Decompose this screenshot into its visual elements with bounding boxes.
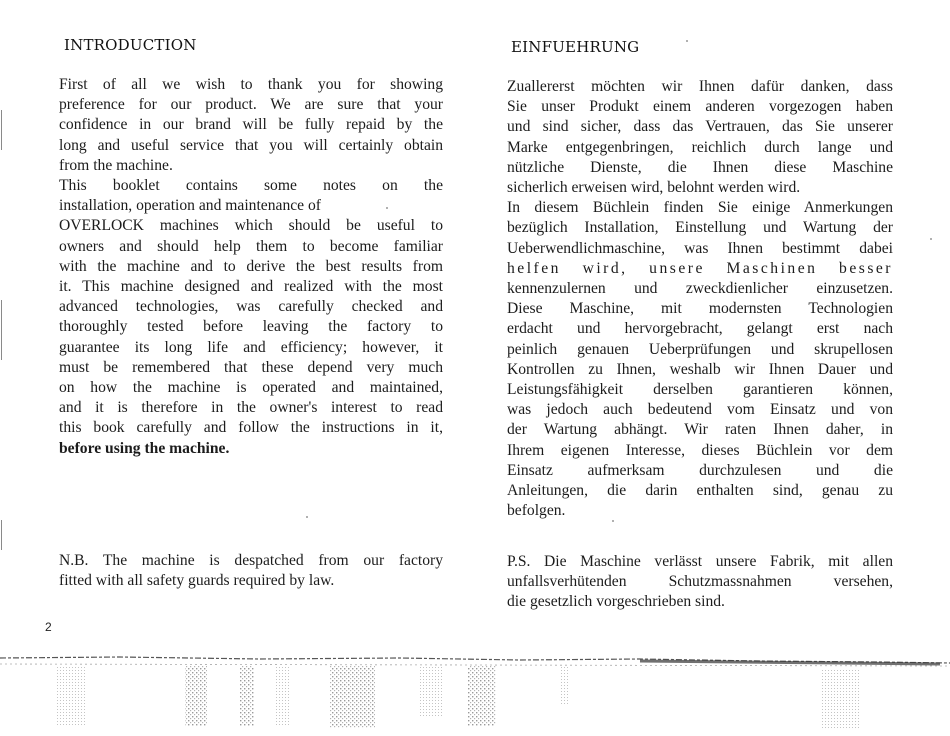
english-body-line: First of all we wish to thank you for showing <box>59 76 443 93</box>
german-body-line: Zuallererst möchten wir Ihnen dafür danken, dass <box>507 78 893 95</box>
german-body-line: bezüglich Installation, Einstellung und Wartung der <box>507 219 893 237</box>
german-body-line: Anleitungen, die darin enthalten sind, genau zu <box>507 482 893 500</box>
german-heading: EINFUEHRUNG <box>511 38 640 56</box>
english-body-line: preference for our product. We are sure that your <box>59 96 443 114</box>
english-body-line: This booklet contains some notes on the <box>59 177 443 195</box>
german-note-line: unfallsverhütenden Schutzmassnahmen versehen, <box>507 573 893 591</box>
english-body-line: OVERLOCK machines which should be useful to <box>59 217 443 235</box>
scan-artifact-band <box>0 652 950 736</box>
german-body-line: befolgen. <box>507 502 566 520</box>
english-body-line: installation, operation and maintenance of <box>59 197 321 215</box>
english-note-line: fitted with all safety guards required by law. <box>59 572 335 590</box>
english-heading: INTRODUCTION <box>64 36 197 54</box>
german-body-line: Diese Maschine, mit modernsten Technologien <box>507 300 893 318</box>
page-number: 2 <box>45 620 52 634</box>
scan-edge-mark <box>1 110 2 150</box>
german-body-line: Einsatz aufmerksam durchzulesen und die <box>507 461 893 479</box>
german-note <box>507 552 893 613</box>
german-body-line: In diesem Büchlein finden Sie einige Anmerkungen <box>507 199 893 217</box>
german-body-line: der Wartung abhängt. Wir raten Ihnen daher, in <box>507 421 893 439</box>
scan-dust <box>930 238 932 240</box>
english-body-line: confidence in our brand will be fully repaid by the <box>59 116 443 134</box>
german-note-line: P.S. Die Maschine verlässt unsere Fabrik, mit allen <box>507 553 893 570</box>
german-body-line: Kontrollen zu Ihnen, weshalb wir Ihnen Dauer und <box>507 360 893 378</box>
english-body-line: owners and should help them to become familiar <box>59 237 443 255</box>
german-note-line: die gesetzlich vorgeschrieben sind. <box>507 593 725 611</box>
german-body-line: helfen wird, unsere Maschinen besser <box>507 259 893 277</box>
german-body-line: und sind sicher, dass das Vertrauen, das Sie unserer <box>507 118 893 136</box>
scan-edge-mark <box>1 520 2 550</box>
german-body-line: Leistungsfähigkeit derselben garantieren können, <box>507 381 893 399</box>
english-body-line: from the machine. <box>59 156 173 174</box>
english-body <box>59 75 443 459</box>
german-body-line: was jedoch auch bedeutend vom Einsatz und von <box>507 401 893 419</box>
english-note <box>59 551 443 591</box>
german-body-line: peinlich genauen Ueberprüfungen und skrupellosen <box>507 340 893 358</box>
german-body-line: sicherlich erweisen wird, belohnt werden wird. <box>507 179 801 197</box>
scan-dust <box>686 40 688 42</box>
german-body-line: Ihrem eigenen Interesse, dieses Büchlein vor dem <box>507 441 893 459</box>
scan-edge-mark <box>1 300 2 360</box>
english-body-line: must be remembered that these depend very much <box>59 358 443 376</box>
german-body-line: Marke entgegenbringen, reichlich durch lange und <box>507 138 893 156</box>
english-body-line: advanced technologies, was carefully checked and <box>59 298 443 316</box>
english-body-line: long and useful service that you will certainly obtain <box>59 136 443 154</box>
english-body-line: on how the machine is operated and maintained, <box>59 379 443 397</box>
german-body <box>507 77 893 521</box>
english-note-line: N.B. The machine is despatched from our factory <box>59 552 443 569</box>
english-body-line: thoroughly tested before leaving the factory to <box>59 318 443 336</box>
scan-dust <box>612 520 614 522</box>
scan-dust <box>306 516 308 518</box>
english-body-line: this book carefully and follow the instructions in it, <box>59 419 443 437</box>
english-body-line: and it is therefore in the owner's interest to read <box>59 399 443 417</box>
german-body-line: nützliche Dienste, die Ihnen diese Maschine <box>507 158 893 176</box>
german-body-line: erdacht und hervorgebracht, gelangt erst nach <box>507 320 893 338</box>
german-body-line: Sie unser Produkt einem anderen vorgezogen haben <box>507 98 893 116</box>
english-body-line: guarantee its long life and efficiency; however, it <box>59 338 443 356</box>
german-body-line: Ueberwendlichmaschine, was Ihnen bestimmt dabei <box>507 239 893 257</box>
german-body-line: kennenzulernen und zweckdienlicher einzusetzen. <box>507 280 893 298</box>
english-body-line: it. This machine designed and realized with the most <box>59 278 443 296</box>
english-body-line: with the machine and to derive the best results from <box>59 257 443 275</box>
scan-dust <box>386 207 388 209</box>
english-body-line: before using the machine. <box>59 439 230 457</box>
